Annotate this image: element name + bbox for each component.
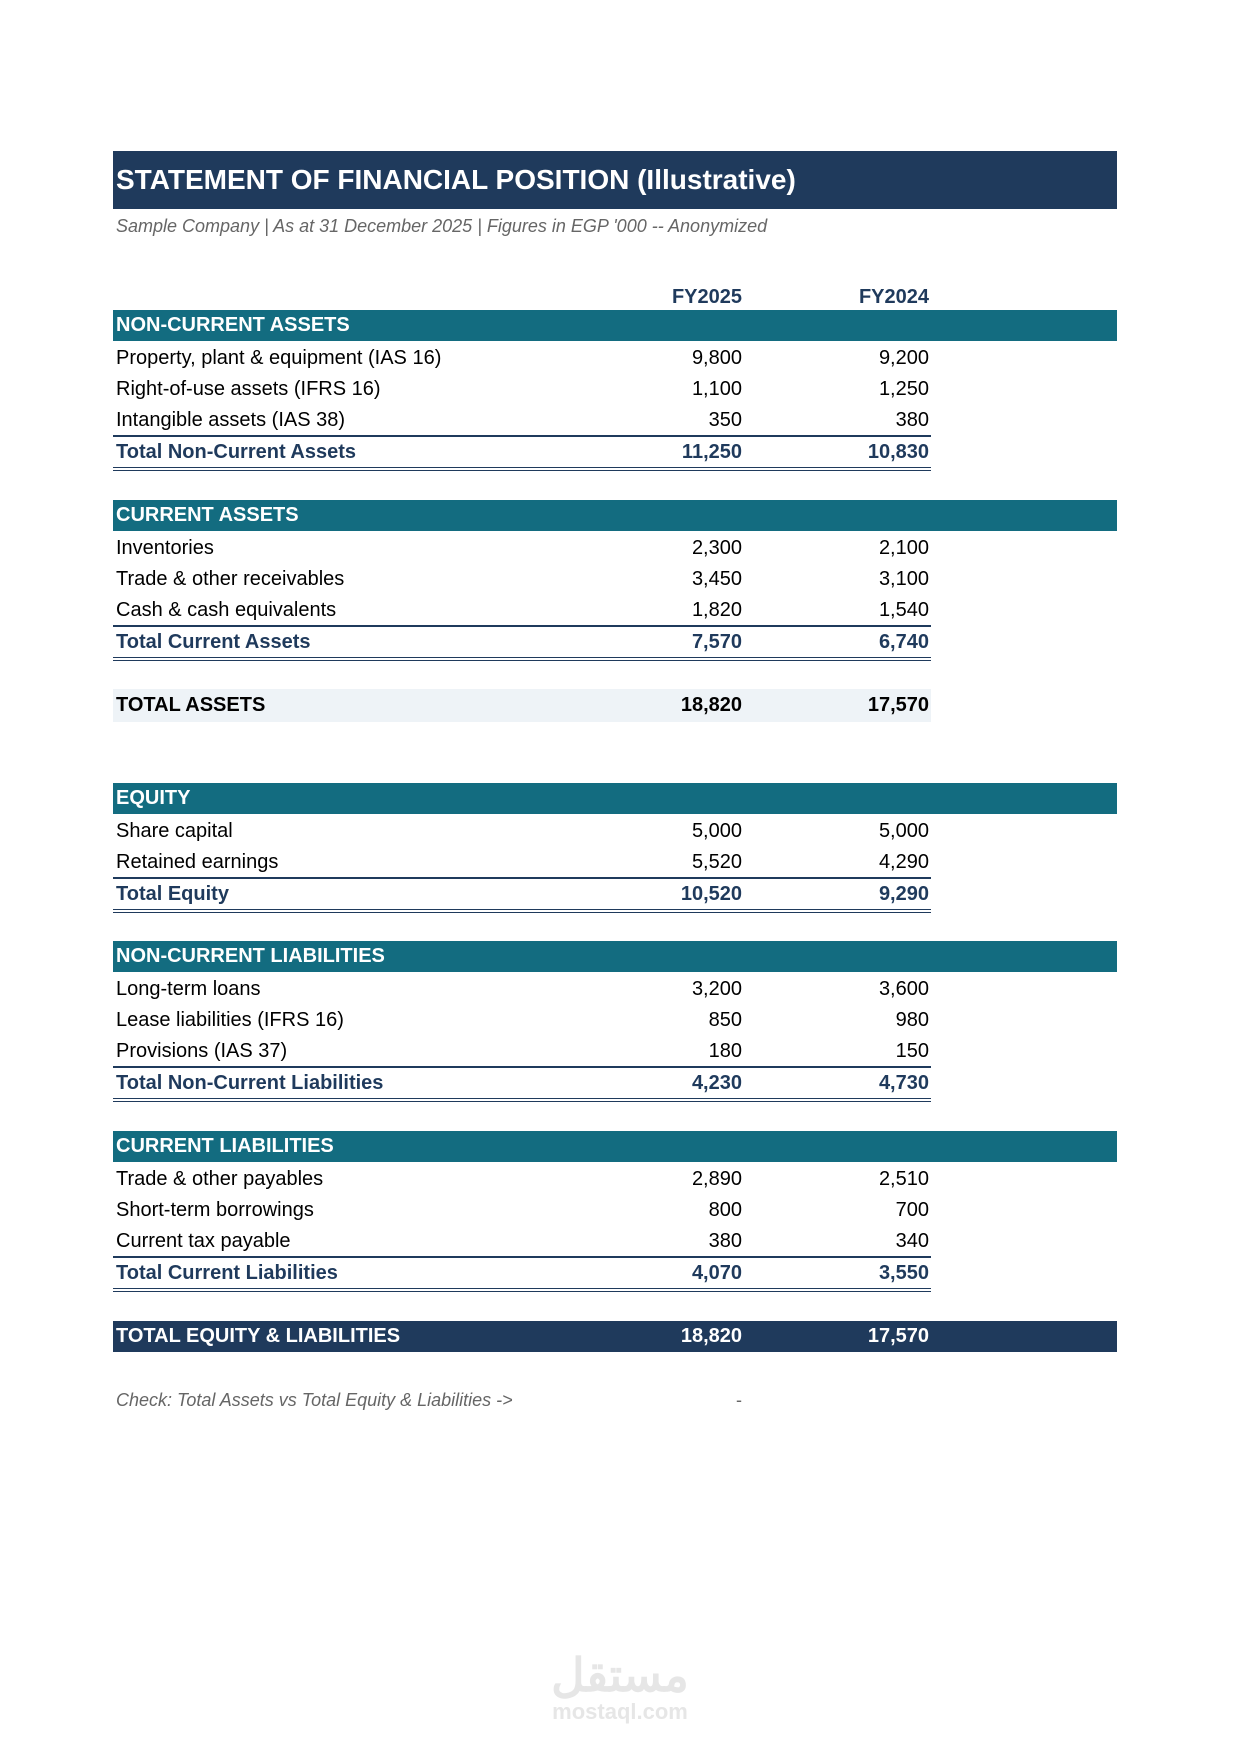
value-fy2025: 850: [708, 1009, 742, 1031]
row-label: Total Equity: [116, 883, 229, 905]
column-header-fy2025: FY2025: [671, 286, 742, 308]
value-fy2024: 4,730: [878, 1072, 929, 1094]
value-fy2025: 5,000: [691, 820, 742, 842]
row-label: Property, plant & equipment (IAS 16): [116, 347, 442, 369]
row-label: Right-of-use assets (IFRS 16): [116, 378, 381, 400]
value-fy2025: 1,820: [691, 599, 742, 621]
section-header-current-liabilities: CURRENT LIABILITIES: [113, 1131, 1117, 1162]
value-fy2024: 17,570: [867, 694, 929, 716]
value-fy2024: 1,540: [878, 599, 929, 621]
row-label: Cash & cash equivalents: [116, 599, 337, 621]
section-header-equity: EQUITY: [113, 783, 1117, 814]
row-label: Total Current Assets: [116, 631, 311, 653]
table-row: [113, 847, 931, 879]
row-label: Current tax payable: [116, 1230, 291, 1252]
row-label: Short-term borrowings: [116, 1199, 314, 1221]
row-label: TOTAL EQUITY & LIABILITIES: [116, 1325, 401, 1347]
subtotal-row-non-current-liabilities: [113, 1068, 931, 1102]
row-label: Retained earnings: [116, 851, 279, 873]
row-label: Total Non-Current Liabilities: [116, 1072, 384, 1094]
value-fy2024: 17,570: [867, 1325, 929, 1347]
value-fy2025: 4,070: [691, 1262, 742, 1284]
value-fy2025: 1,100: [691, 378, 742, 400]
value-fy2024: 5,000: [878, 820, 929, 842]
section-header-current-assets: CURRENT ASSETS: [113, 500, 1117, 531]
grand-total-row-equity-and-liabilities: [113, 1321, 1117, 1352]
value-fy2024: 9,200: [878, 347, 929, 369]
value-fy2024: 1,250: [878, 378, 929, 400]
row-label: Provisions (IAS 37): [116, 1040, 288, 1062]
value-fy2024: 3,100: [878, 568, 929, 590]
value-fy2025: 800: [708, 1199, 742, 1221]
value-fy2024: 2,100: [878, 537, 929, 559]
column-header-fy2024: FY2024: [858, 286, 929, 308]
section-header-non-current-assets: NON-CURRENT ASSETS: [113, 310, 1117, 341]
grand-total-row-total-assets: [113, 689, 931, 722]
table-row: [113, 1036, 931, 1068]
watermark-latin: mostaql.com: [552, 1699, 688, 1724]
subtotal-row-equity: [113, 879, 931, 913]
value-fy2025: 9,800: [691, 347, 742, 369]
section-header-non-current-liabilities: NON-CURRENT LIABILITIES: [113, 941, 1117, 972]
value-fy2025: 18,820: [680, 1325, 742, 1347]
watermark-logo: [540, 1650, 700, 1724]
table-row: [113, 405, 931, 437]
value-fy2024: 340: [895, 1230, 929, 1252]
watermark-arabic: مستقل: [551, 1649, 689, 1701]
value-fy2025: 2,300: [691, 537, 742, 559]
row-label: TOTAL ASSETS: [116, 694, 266, 716]
value-fy2025: 18,820: [680, 694, 742, 716]
balance-check-label: Check: Total Assets vs Total Equity & Liabilities ->: [116, 1390, 513, 1410]
value-fy2025: 180: [708, 1040, 742, 1062]
value-fy2024: 380: [895, 409, 929, 431]
row-label: Long-term loans: [116, 978, 261, 1000]
row-label: Lease liabilities (IFRS 16): [116, 1009, 344, 1031]
value-fy2025: 10,520: [680, 883, 742, 905]
value-fy2024: 4,290: [878, 851, 929, 873]
value-fy2025: 5,520: [691, 851, 742, 873]
page-subtitle: Sample Company | As at 31 December 2025 | Figures in EGP '000 -- Anonymized: [116, 216, 768, 236]
value-fy2024: 3,550: [878, 1262, 929, 1284]
row-label: Intangible assets (IAS 38): [116, 409, 346, 431]
table-row: [113, 595, 931, 627]
value-fy2025: 350: [708, 409, 742, 431]
value-fy2024: 2,510: [878, 1168, 929, 1190]
row-label: Total Non-Current Assets: [116, 441, 357, 463]
row-label: Total Current Liabilities: [116, 1262, 338, 1284]
value-fy2024: 150: [895, 1040, 929, 1062]
value-fy2024: 980: [895, 1009, 929, 1031]
value-fy2024: 700: [895, 1199, 929, 1221]
balance-check-value: -: [736, 1390, 742, 1410]
value-fy2025: 2,890: [691, 1168, 742, 1190]
value-fy2024: 10,830: [867, 441, 929, 463]
row-label: Inventories: [116, 537, 214, 559]
subtotal-row-current-assets: [113, 627, 931, 661]
table-row: [113, 1226, 931, 1258]
value-fy2025: 380: [708, 1230, 742, 1252]
row-label: Trade & other receivables: [116, 568, 345, 590]
value-fy2024: 6,740: [878, 631, 929, 653]
value-fy2025: 3,450: [691, 568, 742, 590]
value-fy2025: 3,200: [691, 978, 742, 1000]
value-fy2025: 7,570: [691, 631, 742, 653]
value-fy2024: 9,290: [878, 883, 929, 905]
row-label: Trade & other payables: [116, 1168, 324, 1190]
value-fy2025: 11,250: [681, 441, 742, 463]
value-fy2024: 3,600: [878, 978, 929, 1000]
subtotal-row-non-current-assets: [113, 437, 931, 471]
page-title: STATEMENT OF FINANCIAL POSITION (Illustrative): [113, 151, 1117, 209]
value-fy2025: 4,230: [691, 1072, 742, 1094]
subtotal-row-current-liabilities: [113, 1258, 931, 1292]
row-label: Share capital: [116, 820, 233, 842]
